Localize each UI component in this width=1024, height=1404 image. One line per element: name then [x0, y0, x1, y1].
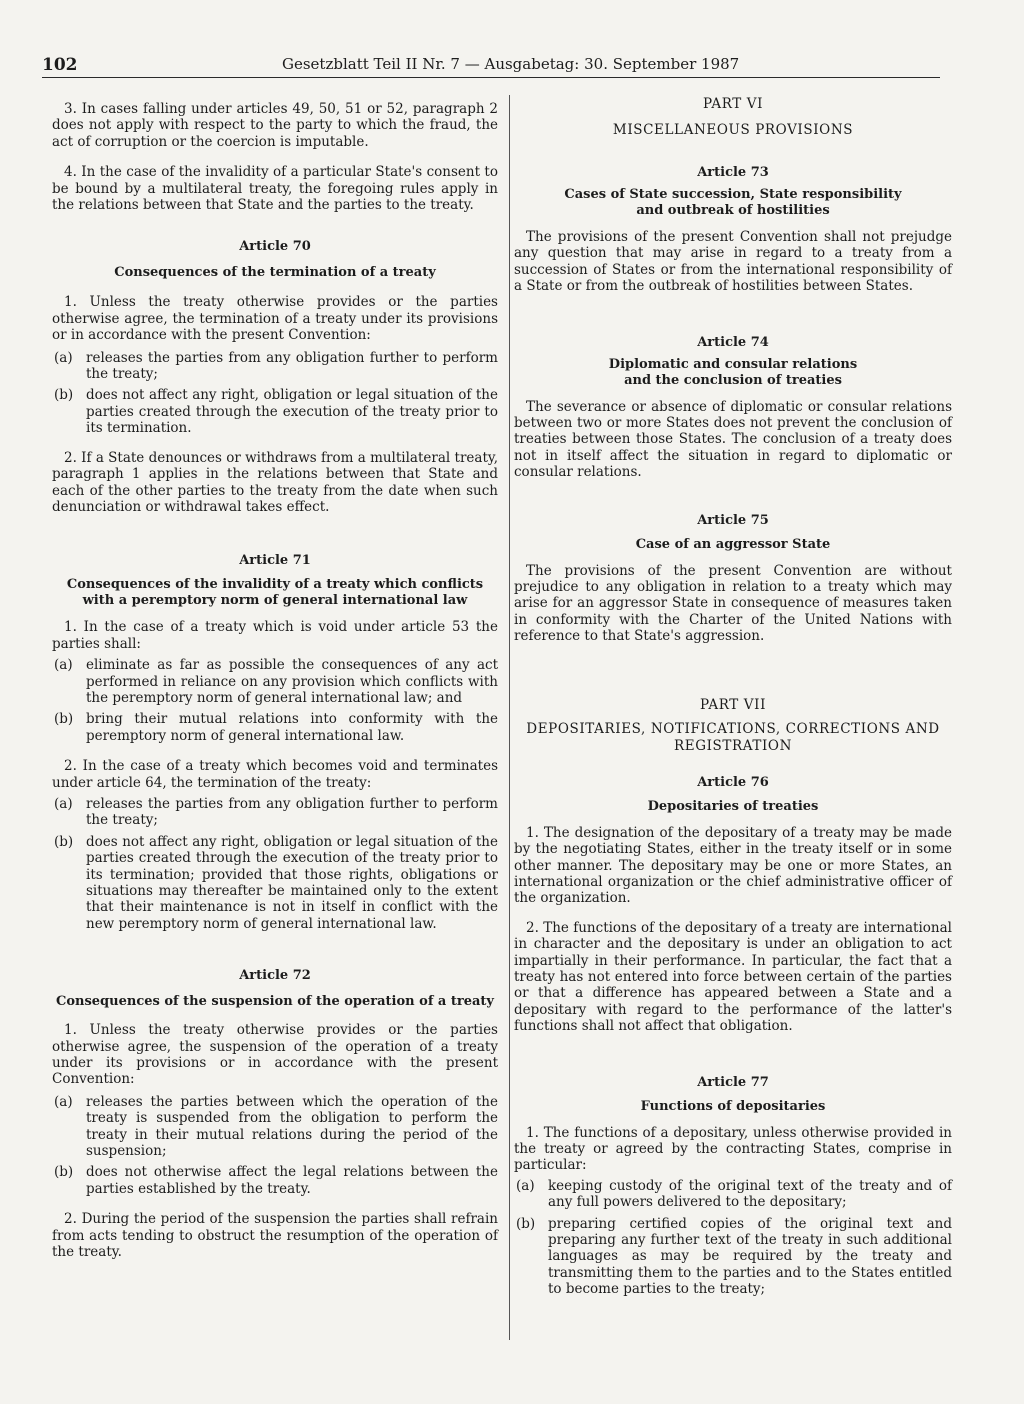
item-text: keeping custody of the original text of the treaty and of any full powers delivered to the depositary;: [548, 1177, 952, 1211]
art76-para-1: 1. The designation of the depositary of a treaty may be made by the negotiating States, either in the treaty itself or in some other manner. The depositary may be one or more States, an international organization or the chief administrative officer of the organization.: [514, 824, 952, 907]
item-label: (b): [516, 1215, 536, 1232]
art72-item-b: [52, 1164, 498, 1197]
art71-item-d: [52, 834, 498, 932]
item-label: (b): [54, 387, 74, 404]
art71-item-b: [52, 711, 498, 744]
art69-para-4: 4. In the case of the invalidity of a particular State's consent to be bound by a multilateral treaty, the foregoing rules apply in the relations between that State and the parties to the treaty.: [52, 164, 498, 214]
art77-heading: Functions of depositaries: [640, 1098, 826, 1114]
part6-title: PART VI: [702, 96, 764, 112]
item-label: (a): [54, 1093, 73, 1110]
art76-heading: Depositaries of treaties: [647, 798, 819, 814]
item-label: (a): [516, 1177, 535, 1194]
art69-para-3: 3. In cases falling under articles 49, 50, 51 or 52, paragraph 2 does not apply with respect to the party to which the fraud, the act of corruption or the coercion is imputable.: [52, 101, 498, 150]
art71-para-1: 1. In the case of a treaty which is void under article 53 the parties shall:: [52, 619, 498, 652]
art70-item-b: [52, 387, 498, 436]
art72-title: Article 72: [239, 968, 311, 984]
item-label: (a): [54, 657, 73, 674]
art71-title: Article 71: [239, 553, 311, 569]
item-text: does not otherwise affect the legal relations between the parties established by the treaty.: [86, 1164, 498, 1197]
right-column: [514, 96, 952, 1298]
item-text: bring their mutual relations into conformity with the peremptory norm of general international law.: [86, 711, 498, 744]
art70-para-1: 1. Unless the treaty otherwise provides or the parties otherwise agree, the termination of a treaty under its provisions or in accordance with the present Convention:: [52, 294, 498, 344]
left-column: [52, 96, 498, 1261]
art77-item-b: [514, 1216, 952, 1298]
art71-heading-line-1: Consequences of the invalidity of a treaty which conflicts: [66, 577, 484, 593]
art72-para-1: 1. Unless the treaty otherwise provides or the parties otherwise agree, the suspension of the operation of a treaty under its provisions or in accordance with the present Convention:: [52, 1022, 498, 1088]
item-text: does not affect any right, obligation or legal situation of the parties created through the execution of the treaty prior to its termination.: [86, 387, 498, 437]
art74-para-1: The severance or absence of diplomatic or consular relations between two or more States does not prevent the conclusion of treaties between those States. The conclusion of a treaty does not in itself affect the situation in regard to diplomatic or consular relations.: [514, 398, 952, 481]
item-label: (b): [54, 833, 74, 850]
art71-item-c: [52, 796, 498, 829]
item-text: releases the parties from any obligation further to perform the treaty;: [86, 349, 498, 383]
part7-heading: DEPOSITARIES, NOTIFICATIONS, CORRECTIONS AND REGISTRATION: [526, 720, 940, 754]
page-header: [42, 55, 940, 78]
item-text: eliminate as far as possible the consequences of any act performed in reliance on any provision which conflicts with the peremptory norm of general international law; and: [86, 657, 498, 706]
art73-title: Article 73: [697, 165, 769, 180]
part7-title: PART VII: [699, 696, 767, 713]
art74-heading-line-2: and the conclusion of treaties: [624, 372, 842, 388]
art71-para-2: 2. In the case of a treaty which becomes void and terminates under article 64, the termination of the treaty:: [52, 758, 498, 791]
art74-heading-line-1: Diplomatic and consular relations: [608, 356, 858, 372]
art72-item-a: [52, 1094, 498, 1160]
part6-heading: MISCELLANEOUS PROVISIONS: [612, 122, 854, 138]
gazette-title: Gesetzblatt Teil II Nr. 7 — Ausgabetag: 30. September 1987: [282, 55, 740, 73]
art73-heading-line-1: Cases of State succession, State responsibility: [564, 187, 902, 202]
art77-title: Article 77: [697, 1074, 769, 1090]
art73-para-1: The provisions of the present Convention shall not prejudge any question that may arise in regard to a treaty from a succession of States or from the international responsibility of a State or from the outbreak of hostilities between States.: [514, 229, 952, 295]
art73-heading-line-2: and outbreak of hostilities: [636, 203, 830, 218]
item-label: (b): [54, 1164, 74, 1181]
item-text: preparing certified copies of the original text and preparing any further text of the treaty in such additional languages as may be required by the treaty and transmitting them to the parties and to the States entitled to become parties to the treaty;: [548, 1215, 952, 1298]
art71-item-a: [52, 657, 498, 706]
item-label: (b): [54, 711, 74, 728]
art77-para-1: 1. The functions of a depositary, unless otherwise provided in the treaty or agreed by the contracting States, comprise in particular:: [514, 1124, 952, 1174]
art77-item-a: [514, 1178, 952, 1211]
item-label: (a): [54, 349, 73, 366]
item-label: (a): [54, 795, 73, 812]
art75-para-1: The provisions of the present Convention are without prejudice to any obligation in relation to a treaty which may arise for an aggressor State in consequence of measures taken in conformity with the Charter of the United Nations with reference to that State's aggression.: [514, 562, 952, 645]
item-text: does not affect any right, obligation or legal situation of the parties created through the execution of the treaty prior to its termination; provided that those rights, obligations or situations may thereafter be maintained only to the extent that their maintenance is not in itself in conflict with the new peremptory norm of general international law.: [86, 833, 498, 932]
art72-para-2: 2. During the period of the suspension the parties shall refrain from acts tending to obstruct the resumption of the operation of the treaty.: [52, 1211, 498, 1261]
art75-heading: Case of an aggressor State: [635, 536, 831, 552]
item-text: releases the parties between which the operation of the treaty is suspended from the obligation to perform the treaty in their mutual relations during the period of the suspension;: [86, 1093, 498, 1160]
art70-para-2: 2. If a State denounces or withdraws from a multilateral treaty, paragraph 1 applies in the relations between that State and each of the other parties to the treaty from the date when such denunciation or withdrawal takes effect.: [52, 449, 498, 515]
art76-title: Article 76: [697, 774, 769, 790]
art76-para-2: 2. The functions of the depositary of a treaty are international in character and the depositary is under an obligation to act impartially in their performance. In particular, the fact that a treaty has not entered into force between certain of the parties or that a difference has appeared between a State and a depositary with regard to the performance of the latter's functions shall not affect that obligation.: [514, 919, 952, 1035]
item-text: releases the parties from any obligation further to perform the treaty;: [86, 795, 498, 829]
art72-heading: Consequences of the suspension of the operation of a treaty: [56, 994, 494, 1010]
art70-heading: Consequences of the termination of a treaty: [114, 265, 436, 281]
art75-title: Article 75: [697, 512, 769, 528]
column-divider: [509, 95, 510, 1340]
page-number: 102: [42, 55, 78, 75]
art71-heading-line-2: with a peremptory norm of general international law: [82, 593, 468, 609]
art74-title: Article 74: [697, 334, 769, 350]
art70-item-a: [52, 350, 498, 383]
art70-title: Article 70: [239, 239, 311, 255]
